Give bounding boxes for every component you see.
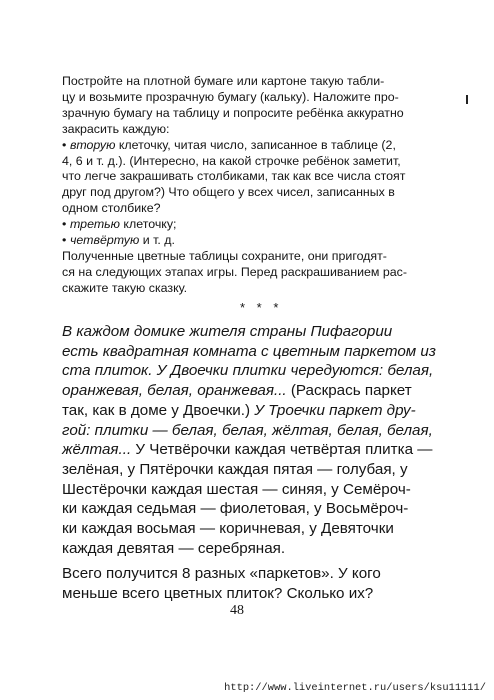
section-separator: * * * — [240, 300, 283, 315]
story-line — [62, 440, 442, 460]
instructions-line: Постройте на плотной бумаге или картоне такую табли- — [62, 74, 385, 88]
bullet-icon: • — [62, 137, 67, 152]
story-line: Шестёрочки каждая шестая — синяя, у Семёроч- — [62, 480, 411, 498]
story-emphasis: оранжевая, белая, оранжевая... — [62, 382, 287, 400]
closing-line: скажите такую сказку. — [62, 280, 188, 295]
story-line: есть квадратная комната с цветным паркетом из — [62, 342, 436, 360]
story-line: ки каждая восьмая — коричневая, у Девяточки — [62, 520, 394, 538]
bullet-item — [62, 233, 440, 249]
story-line: каждая девятая — серебряная. — [62, 539, 286, 557]
story-text: У Четвёрочки каждая четвёртая плитка — — [131, 441, 433, 459]
margin-mark — [466, 95, 468, 104]
bullet-continuation: друг под другом?) Что общего у всех чисел, записанных в — [62, 185, 395, 200]
bullet-item — [62, 217, 440, 233]
story-line: гой: плитки — белая, белая, жёлтая, белая, белая, — [62, 421, 433, 439]
instructions-block — [62, 74, 440, 297]
story-line — [62, 381, 442, 401]
instructions-line: зрачную бумагу на таблицу и попросите ребёнка аккуратно — [62, 105, 404, 120]
bullet-continuation: что легче закрашивать столбиками, так как все числа стоят — [62, 169, 406, 184]
page-number: 48 — [230, 603, 244, 618]
bullet-icon: • — [62, 233, 67, 248]
instructions-line: цу и возьмите прозрачную бумагу (кальку). Наложите про- — [62, 89, 399, 104]
bullet-text: клеточку, читая число, записанное в таблице (2, — [115, 137, 396, 152]
bullet-icon: • — [62, 217, 67, 232]
story-line: ста плиток. У Двоечки плитки чередуются: белая, — [62, 362, 434, 380]
bullet-emphasis: четвёртую — [70, 233, 140, 248]
bullet-continuation: 4, 6 и т. д.). (Интересно, на какой строчке ребёнок заметит, — [62, 153, 401, 168]
story-line: В каждом домике жителя страны Пифагории — [62, 323, 393, 340]
footer-url: http://www.liveinternet.ru/users/ksu11111/ — [224, 682, 486, 694]
story-block — [62, 322, 442, 604]
bullet-text: клеточку; — [119, 217, 177, 232]
story-line: ки каждая седьмая — фиолетовая, у Восьмёроч- — [62, 500, 409, 518]
story-text: (Раскрась паркет — [286, 382, 412, 400]
question-line: меньше всего цветных плиток? Сколько их? — [62, 585, 374, 603]
closing-line: Полученные цветные таблицы сохраните, они пригодят- — [62, 248, 387, 263]
story-text: так, как в доме у Двоечки.) — [62, 401, 255, 419]
story-emphasis: жёлтая... — [62, 441, 132, 459]
bullet-item — [62, 138, 440, 154]
story-line — [62, 401, 442, 421]
closing-line: ся на следующих этапах игры. Перед раскрашиванием рас- — [62, 264, 407, 279]
question-line: Всего получится 8 разных «паркетов». У кого — [62, 565, 381, 583]
story-emphasis: У Троечки паркет дру- — [254, 401, 416, 419]
instructions-line: закрасить каждую: — [62, 121, 170, 136]
bullet-continuation: одном столбике? — [62, 201, 161, 216]
story-line: зелёная, у Пятёрочки каждая пятая — голубая, у — [62, 460, 408, 478]
bullet-text: и т. д. — [139, 233, 175, 248]
bullet-emphasis: вторую — [70, 137, 116, 152]
bullet-emphasis: третью — [70, 217, 120, 232]
